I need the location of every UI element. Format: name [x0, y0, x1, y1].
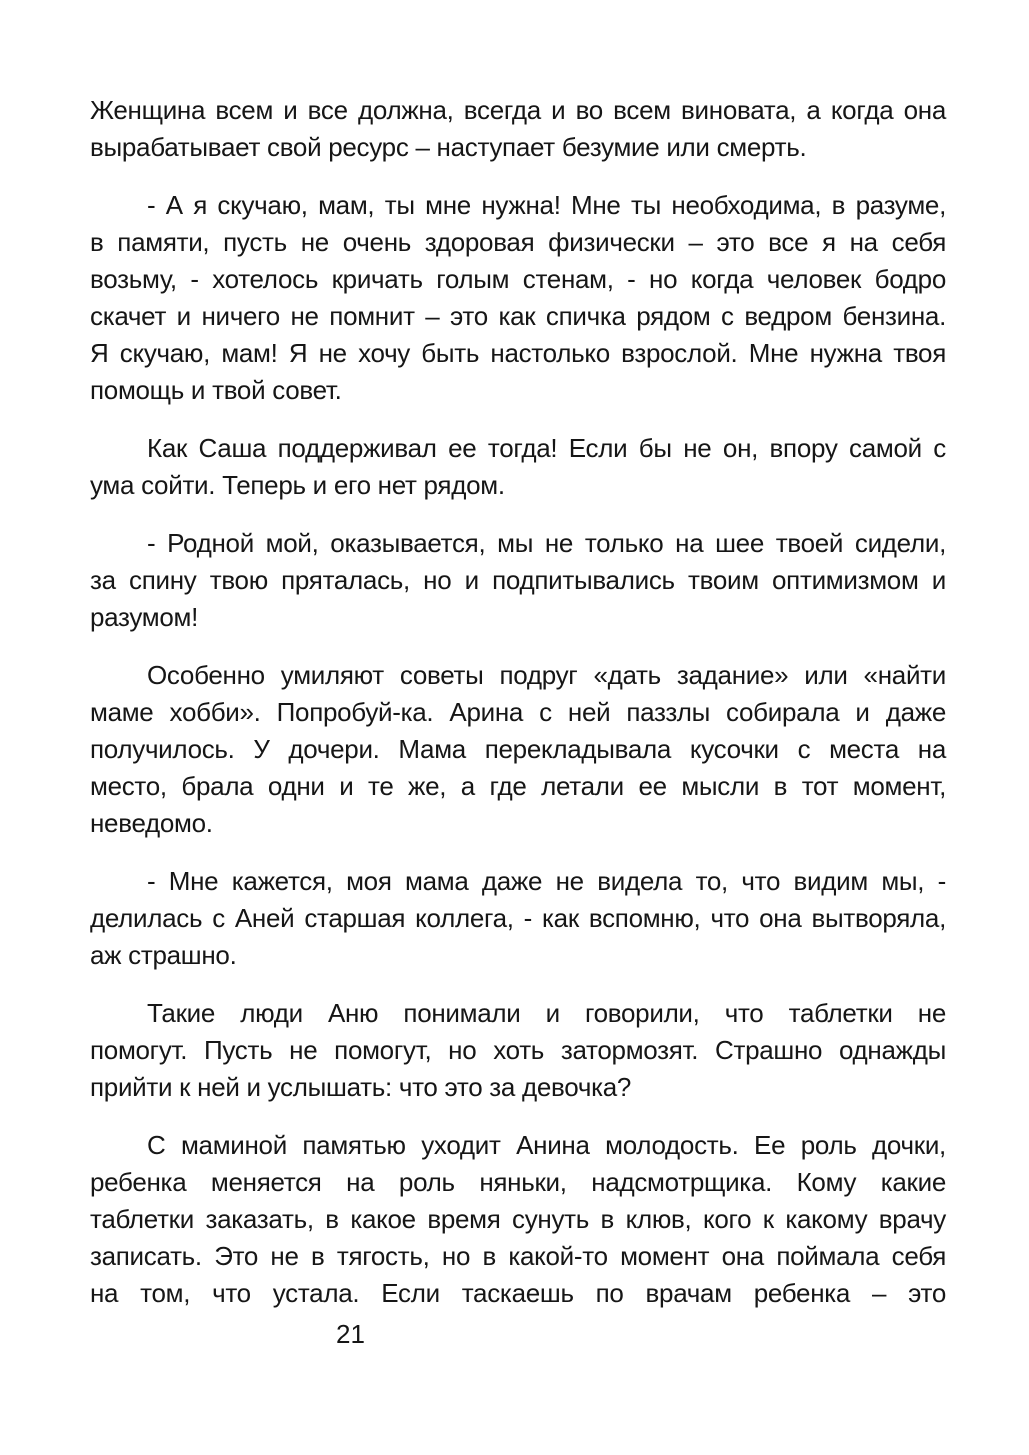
paragraph [90, 525, 946, 636]
paragraph [90, 1127, 946, 1312]
text-line: - Мне кажется, моя мама даже не видела то, что видим мы, - [147, 866, 946, 896]
text-line: неведомо. [90, 808, 213, 838]
text-block [90, 92, 946, 1312]
text-line: записать. Это не в тягость, но в какой-то момент она поймала себя [90, 1241, 946, 1271]
text-line: получилось. У дочери. Мама перекладывала кусочки с места на [90, 734, 946, 764]
paragraph [90, 430, 946, 504]
text-line: Женщина всем и все должна, всегда и во всем виновата, а когда она [90, 95, 946, 125]
text-line: место, брала одни и те же, а где летали ее мысли в тот момент, [90, 771, 946, 801]
text-line: Особенно умиляют советы подруг «дать задание» или «найти [147, 660, 946, 690]
text-line: Как Саша поддерживал ее тогда! Если бы не он, впору самой с [147, 433, 946, 463]
page-number: 21 [336, 1319, 365, 1349]
text-line: помощь и твой совет. [90, 375, 342, 405]
text-line: - Родной мой, оказывается, мы не только на шее твоей сидели, [147, 528, 946, 558]
text-line: помогут. Пусть не помогут, но хоть затормозят. Страшно однажды [90, 1035, 946, 1065]
paragraph [90, 657, 946, 842]
paragraph [90, 863, 946, 974]
text-line: вырабатывает свой ресурс – наступает безумие или смерть. [90, 132, 807, 162]
text-line: в памяти, пусть не очень здоровая физически – это все я на себя [90, 227, 946, 257]
text-line: аж страшно. [90, 940, 237, 970]
text-line: таблетки заказать, в какое время сунуть в клюв, кого к какому врачу [90, 1204, 946, 1234]
text-line: Такие люди Аню понимали и говорили, что таблетки не [147, 998, 946, 1028]
text-line: - А я скучаю, мам, ты мне нужна! Мне ты необходима, в разуме, [147, 190, 946, 220]
text-line: ребенка меняется на роль няньки, надсмотрщика. Кому какие [90, 1167, 946, 1197]
text-line: С маминой памятью уходит Анина молодость. Ее роль дочки, [147, 1130, 946, 1160]
text-line: Я скучаю, мам! Я не хочу быть настолько взрослой. Мне нужна твоя [90, 338, 946, 368]
paragraph [90, 187, 946, 409]
text-line: разумом! [90, 602, 198, 632]
paragraph [90, 995, 946, 1106]
text-line: за спину твою пряталась, но и подпитывались твоим оптимизмом и [90, 565, 946, 595]
text-line: скачет и ничего не помнит – это как спичка рядом с ведром бензина. [90, 301, 946, 331]
paragraph [90, 92, 946, 166]
text-line: прийти к ней и услышать: что это за девочка? [90, 1072, 632, 1102]
text-line: ума сойти. Теперь и его нет рядом. [90, 470, 505, 500]
text-line: делилась с Аней старшая коллега, - как вспомню, что она вытворяла, [90, 903, 946, 933]
text-line: маме хобби». Попробуй-ка. Арина с ней паззлы собирала и даже [90, 697, 946, 727]
text-line: на том, что устала. Если таскаешь по врачам ребенка – это [90, 1278, 946, 1308]
text-line: возьму, - хотелось кричать голым стенам, - но когда человек бодро [90, 264, 946, 294]
